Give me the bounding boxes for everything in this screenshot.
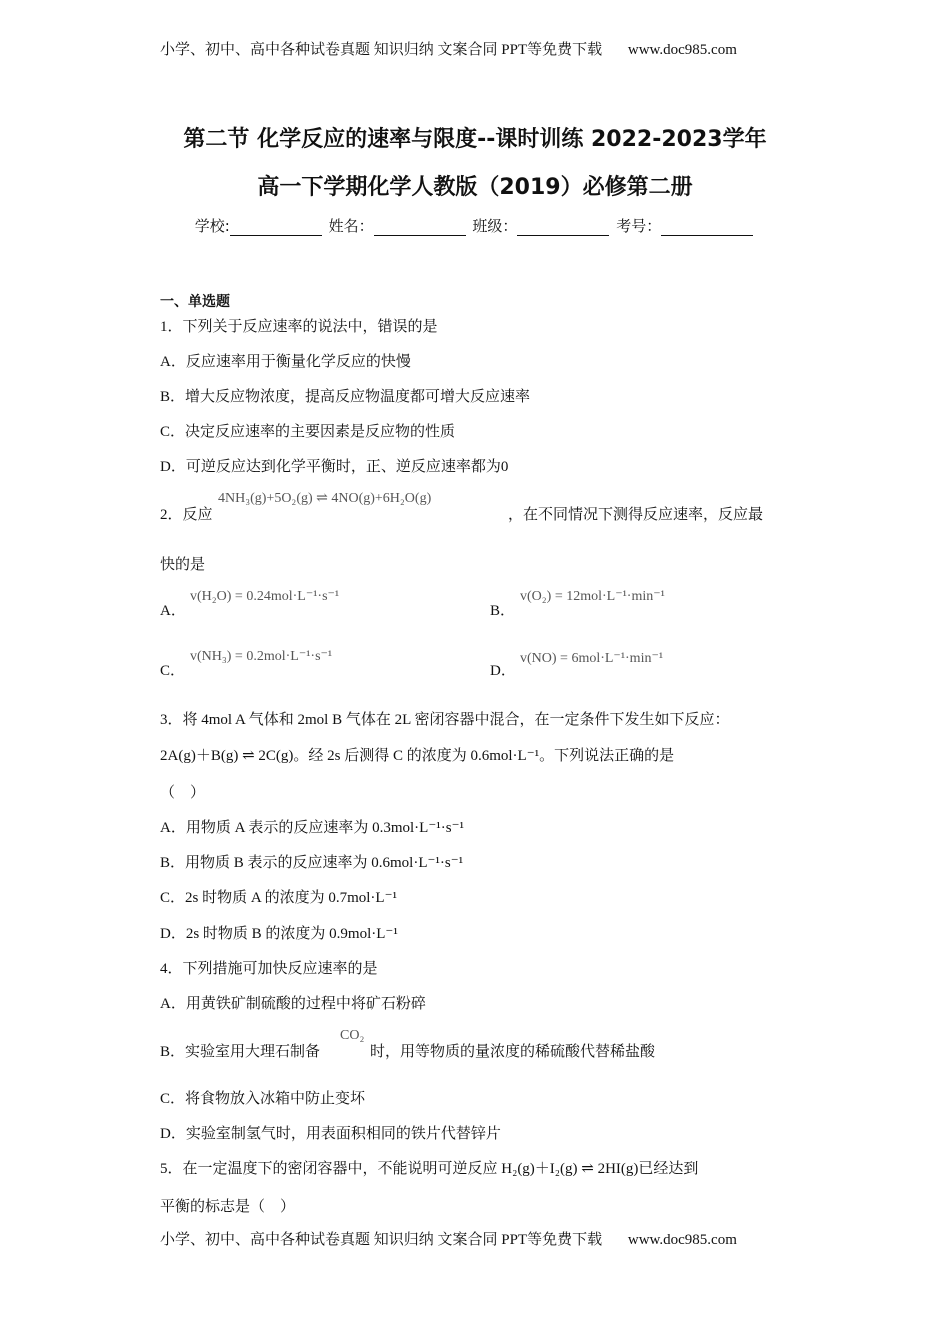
number-label: 考号： <box>616 217 662 235</box>
q3-line1: 3．将 4mol A 气体和 2mol B 气体在 2L 密闭容器中混合，在一定条件下发生如下反应： <box>160 712 730 728</box>
name-field[interactable] <box>374 221 466 236</box>
q2-prefix: 2．反应 <box>160 507 213 523</box>
header-link[interactable]: www.doc985.com <box>627 42 737 58</box>
q3-option-c: C．2s 时物质 A 的浓度为 0.7mol·L⁻¹ <box>160 890 398 906</box>
q1-option-b: B．增大反应物浓度，提高反应物温度都可增大反应速率 <box>160 389 531 405</box>
school-label: 学校: <box>194 217 230 235</box>
q4-option-d: D．实验室制氢气时，用表面积相同的铁片代替锌片 <box>160 1126 501 1142</box>
q2-option-b-label: B． <box>490 603 516 619</box>
q3-option-b: B．用物质 B 表示的反应速率为 0.6mol·L⁻¹·s⁻¹ <box>160 855 464 871</box>
q4-option-c: C．将食物放入冰箱中防止变坏 <box>160 1091 366 1107</box>
q2-option-c-label: C． <box>160 663 186 679</box>
footer-link[interactable]: www.doc985.com <box>627 1232 737 1248</box>
q4-stem: 4．下列措施可加快反应速率的是 <box>160 961 378 977</box>
q3-option-a: A．用物质 A 表示的反应速率为 0.3mol·L⁻¹·s⁻¹ <box>160 820 464 836</box>
page-header <box>160 40 737 60</box>
name-label: 姓名： <box>328 217 374 235</box>
class-label: 班级： <box>472 217 518 235</box>
q2-option-d-formula: v(NO) = 6mol·L⁻¹·min⁻¹ <box>520 651 664 666</box>
q1-option-c: C．决定反应速率的主要因素是反应物的性质 <box>160 424 456 440</box>
section-heading: 一、单选题 <box>160 294 230 310</box>
q2-option-a-formula: v(H₂O) = 0.24mol·L⁻¹·s⁻¹ <box>190 589 340 604</box>
q3-option-d: D．2s 时物质 B 的浓度为 0.9mol·L⁻¹ <box>160 926 398 942</box>
q2-option-b-formula: v(O₂) = 12mol·L⁻¹·min⁻¹ <box>520 589 665 604</box>
q2-option-a-label: A． <box>160 603 186 619</box>
q1-stem: 1．下列关于反应速率的说法中，错误的是 <box>160 319 438 335</box>
number-field[interactable] <box>661 221 753 236</box>
q3-line3: （ ） <box>160 785 206 801</box>
q1-option-d: D．可逆反应达到化学平衡时，正、逆反应速率都为0 <box>160 459 509 475</box>
page-footer <box>160 1230 737 1250</box>
page-title-line2: 高一下学期化学人教版（2019）必修第二册 <box>257 175 693 200</box>
q4-option-b-formula: CO₂ <box>340 1028 365 1043</box>
q2-option-d-label: D． <box>490 663 516 679</box>
class-field[interactable] <box>517 221 609 236</box>
q2-suffix: ，在不同情况下测得反应速率，反应最 <box>508 507 764 523</box>
q5-line1: 5．在一定温度下的密闭容器中，不能说明可逆反应 H₂(g)＋I₂(g) ⇌ 2HI(g)已经达到 <box>160 1161 699 1177</box>
q5-line2: 平衡的标志是（ ） <box>160 1199 296 1215</box>
q1-option-a: A．反应速率用于衡量化学反应的快慢 <box>160 354 411 370</box>
q4-option-b-suffix: 时，用等物质的量浓度的稀硫酸代替稀盐酸 <box>370 1044 656 1060</box>
school-field[interactable] <box>230 221 322 236</box>
q4-option-b-prefix: B．实验室用大理石制备 <box>160 1044 321 1060</box>
q2-line2: 快的是 <box>160 557 206 573</box>
footer-text: 小学、初中、高中各种试卷真题 知识归纳 文案合同 PPT等免费下载 <box>160 1232 603 1248</box>
page-title-line1: 第二节 化学反应的速率与限度--课时训练 2022-2023学年 <box>183 127 767 152</box>
student-info <box>0 216 950 236</box>
q2-formula: 4NH₃(g)+5O₂(g) ⇌ 4NO(g)+6H₂O(g) <box>218 491 432 506</box>
q4-option-a: A．用黄铁矿制硫酸的过程中将矿石粉碎 <box>160 996 426 1012</box>
header-text: 小学、初中、高中各种试卷真题 知识归纳 文案合同 PPT等免费下载 <box>160 42 603 58</box>
q3-line2: 2A(g)＋B(g) ⇌ 2C(g)。经 2s 后测得 C 的浓度为 0.6mol·L⁻¹。下列说法正确的是 <box>160 748 675 764</box>
q2-option-c-formula: v(NH₃) = 0.2mol·L⁻¹·s⁻¹ <box>190 649 333 664</box>
